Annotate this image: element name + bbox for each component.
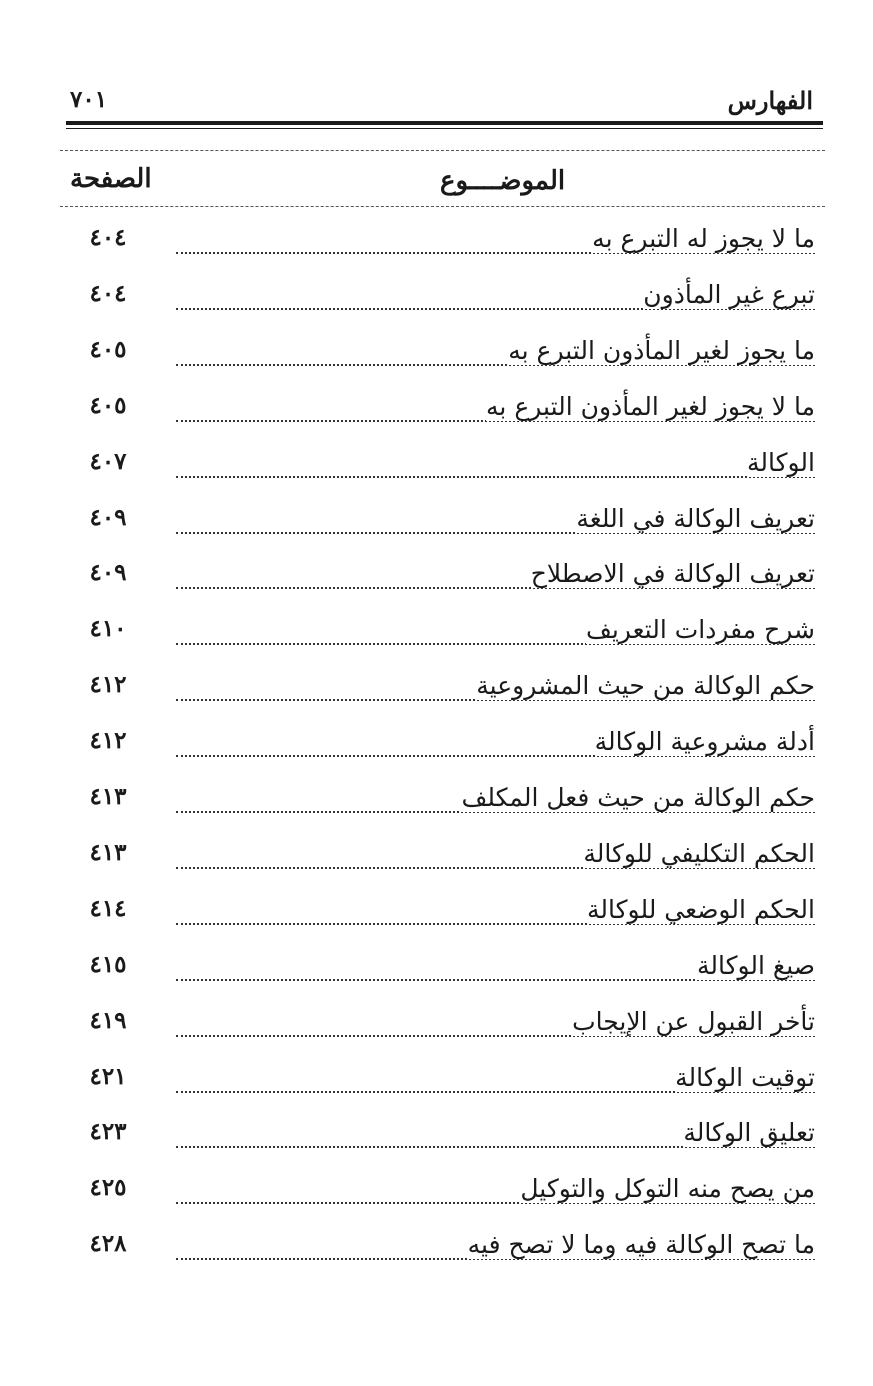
toc-entry-page: ٤١٢	[89, 671, 127, 698]
toc-entry	[80, 392, 815, 432]
toc-entry-title: تبرع غير المأذون	[643, 280, 815, 309]
toc-entry-title: تعليق الوكالة	[683, 1118, 815, 1147]
toc-entry-title: الحكم التكليفي للوكالة	[583, 839, 815, 868]
toc-entry-title: ما تصح الوكالة فيه وما لا تصح فيه	[467, 1230, 815, 1259]
toc-entry-page: ٤٠٥	[89, 392, 127, 419]
toc-entry-page: ٤١٤	[89, 895, 127, 922]
toc-entry	[80, 951, 815, 991]
column-heading-page: الصفحة	[70, 164, 152, 194]
toc-entry-page: ٤٢٥	[89, 1174, 127, 1201]
toc-entry	[80, 280, 815, 320]
column-header-top-divider	[60, 150, 825, 151]
toc-entry	[80, 1118, 815, 1158]
toc-entry-page: ٤١٥	[89, 951, 127, 978]
column-header-bottom-divider	[60, 206, 825, 207]
dot-leader	[176, 476, 815, 478]
toc-entry	[80, 224, 815, 264]
toc-entry	[80, 1174, 815, 1214]
toc-entry-title: ما لا يجوز له التبرع به	[592, 224, 815, 253]
toc-entry-page: ٤١٢	[89, 727, 127, 754]
toc-entry-title: الحكم الوضعي للوكالة	[587, 895, 815, 924]
header-rule-thin	[66, 128, 823, 129]
toc-entry-title: حكم الوكالة من حيث فعل المكلف	[461, 783, 815, 812]
toc-entry	[80, 783, 815, 823]
toc-entry-title: شرح مفردات التعريف	[585, 615, 815, 644]
toc-entry	[80, 1007, 815, 1047]
toc-entry-page: ٤٠٤	[89, 224, 127, 251]
toc-entry-title: صيغ الوكالة	[696, 951, 815, 980]
toc-entry-title: ما لا يجوز لغير المأذون التبرع به	[486, 392, 815, 421]
toc-entry-page: ٤٢٣	[89, 1118, 127, 1145]
toc-entry	[80, 727, 815, 767]
toc-entry	[80, 615, 815, 655]
toc-entry-page: ٤٠٩	[89, 504, 127, 531]
toc-entry-page: ٤١٠	[89, 615, 127, 642]
toc-entry	[80, 559, 815, 599]
toc-entry	[80, 448, 815, 488]
toc-entry-title: تعريف الوكالة في اللغة	[576, 504, 815, 533]
column-heading-topic: الموضــــوع	[440, 166, 566, 196]
toc-entry	[80, 671, 815, 711]
toc-entry-page: ٤٢١	[89, 1063, 127, 1090]
toc-entry-title: تعريف الوكالة في الاصطلاح	[530, 559, 815, 588]
toc-entry	[80, 1230, 815, 1270]
toc-entry-title: تأخر القبول عن الإيجاب	[572, 1007, 815, 1036]
toc-entry	[80, 504, 815, 544]
toc-entry-page: ٤٠٥	[89, 336, 127, 363]
toc-entry	[80, 895, 815, 935]
toc-entry-page: ٤٠٧	[89, 448, 127, 475]
toc-entry-title: توقيت الوكالة	[675, 1063, 815, 1092]
toc-entry-page: ٤٢٨	[89, 1230, 127, 1257]
toc-entry-page: ٤٠٩	[89, 559, 127, 586]
toc-entry-page: ٤١٣	[89, 839, 127, 866]
header-page-number: ٧٠١	[70, 86, 108, 113]
header-rule-thick	[66, 121, 823, 125]
toc-entry-page: ٤١٩	[89, 1007, 127, 1034]
toc-entry	[80, 336, 815, 376]
toc-entry-title: ما يجوز لغير المأذون التبرع به	[508, 336, 815, 365]
toc-entry-title: الوكالة	[746, 448, 815, 477]
toc-entry-title: حكم الوكالة من حيث المشروعية	[476, 671, 815, 700]
toc-entry	[80, 839, 815, 879]
toc-entry-title: أدلة مشروعية الوكالة	[594, 727, 815, 756]
toc-entry-page: ٤١٣	[89, 783, 127, 810]
toc-entry-title: من يصح منه التوكل والتوكيل	[520, 1174, 815, 1203]
header-title: الفهارس	[727, 86, 813, 115]
toc-entry	[80, 1063, 815, 1103]
toc-entry-page: ٤٠٤	[89, 280, 127, 307]
